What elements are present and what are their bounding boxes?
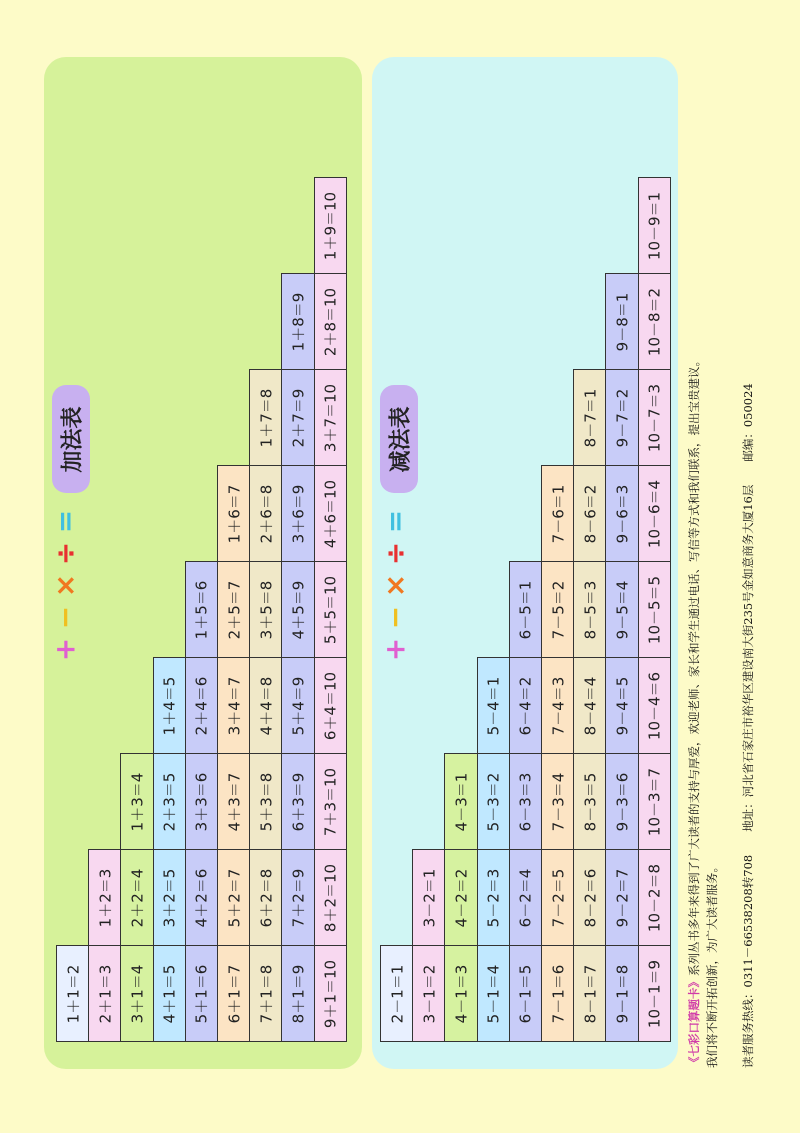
addition-cell: [281, 849, 314, 946]
footer-line-3: 读者服务热线：0311－66538208转708 地址：河北省石家庄市裕华区建设南大街235号金如意商务大厦16层 邮编：050024: [741, 383, 755, 1068]
addition-equation: 7＋1＝8: [257, 964, 276, 1023]
addition-cell: [314, 177, 347, 274]
subtraction-equation: 6－2＝4: [516, 868, 535, 927]
subtraction-cell: [541, 849, 574, 946]
divide-icon: ÷: [378, 541, 412, 566]
addition-equation: 6＋3＝9: [289, 772, 308, 831]
addition-equation: 3＋7＝10: [321, 383, 340, 452]
subtraction-equation: 9－5＝4: [613, 580, 632, 639]
addition-cell: [120, 753, 153, 850]
subtraction-equation: 5－3＝2: [484, 772, 503, 831]
addition-cell: [314, 657, 347, 754]
subtraction-cell: [605, 945, 638, 1042]
subtraction-cell: [412, 849, 445, 946]
subtraction-cell: [509, 561, 542, 658]
subtraction-equation: 8－6＝2: [581, 484, 600, 543]
subtraction-equation: 10－3＝7: [645, 767, 664, 836]
subtraction-cell: [638, 369, 671, 466]
addition-cell: [281, 273, 314, 370]
footer-line-2: 我们将不断开拓创新，为广大读者服务。: [705, 861, 719, 1068]
addition-equation: 7＋2＝9: [289, 868, 308, 927]
subtraction-equation: 4－3＝1: [452, 772, 471, 831]
subtraction-equation: 10－1＝9: [645, 959, 664, 1028]
addition-equation: 2＋1＝3: [96, 964, 115, 1023]
subtraction-equation: 9－2＝7: [613, 868, 632, 927]
operator-icons: [50, 505, 80, 665]
addition-equation: 1＋3＝4: [128, 772, 147, 831]
addition-cell: [314, 369, 347, 466]
addition-cell: [56, 945, 89, 1042]
subtraction-equation: 3－2＝1: [420, 868, 439, 927]
subtraction-cell: [412, 945, 445, 1042]
subtraction-equation: 10－2＝8: [645, 863, 664, 932]
subtraction-equation: 8－2＝6: [581, 868, 600, 927]
subtraction-cell: [605, 657, 638, 754]
subtraction-equation: 8－5＝3: [581, 580, 600, 639]
addition-equation: 1＋2＝3: [96, 868, 115, 927]
addition-cell: [153, 657, 186, 754]
addition-equation: 5＋1＝6: [192, 964, 211, 1023]
subtraction-cell: [541, 561, 574, 658]
subtraction-equation: 9－7＝2: [613, 388, 632, 447]
addition-equation: 4＋2＝6: [192, 868, 211, 927]
subtraction-cell: [573, 945, 606, 1042]
addition-equation: 2＋3＝5: [160, 772, 179, 831]
subtraction-cell: [605, 465, 638, 562]
subtraction-cell: [509, 657, 542, 754]
addition-equation: 9＋1＝10: [321, 959, 340, 1028]
subtraction-cell: [638, 945, 671, 1042]
subtraction-cell: [573, 465, 606, 562]
equals-icon: =: [48, 509, 82, 534]
subtraction-cell: [380, 945, 413, 1042]
subtraction-equation: 9－4＝5: [613, 676, 632, 735]
addition-equation: 1＋8＝9: [289, 292, 308, 351]
addition-cell: [88, 945, 121, 1042]
addition-equation: 5＋3＝8: [257, 772, 276, 831]
subtraction-cell: [477, 657, 510, 754]
addition-equation: 6＋2＝8: [257, 868, 276, 927]
addition-cell: [185, 945, 218, 1042]
subtraction-cell: [605, 849, 638, 946]
subtraction-equation: 10－9＝1: [645, 191, 664, 260]
addition-cell: [217, 945, 250, 1042]
subtraction-equation: 7－5＝2: [549, 580, 568, 639]
subtraction-cell: [638, 753, 671, 850]
addition-cell: [249, 465, 282, 562]
addition-equation: 3＋4＝7: [225, 676, 244, 735]
addition-cell: [281, 369, 314, 466]
addition-cell: [314, 753, 347, 850]
minus-icon: −: [378, 605, 412, 630]
subtraction-equation: 7－3＝4: [549, 772, 568, 831]
addition-cell: [120, 849, 153, 946]
addition-equation: 6＋1＝7: [225, 964, 244, 1023]
subtraction-cell: [638, 465, 671, 562]
addition-cell: [249, 657, 282, 754]
addition-equation: 1＋5＝6: [192, 580, 211, 639]
addition-cell: [120, 945, 153, 1042]
addition-equation: 2＋4＝6: [192, 676, 211, 735]
subtraction-equation: 5－4＝1: [484, 676, 503, 735]
addition-cell: [281, 945, 314, 1042]
subtraction-equation: 8－7＝1: [581, 388, 600, 447]
addition-equation: 3＋1＝4: [128, 964, 147, 1023]
subtraction-equation: 6－3＝3: [516, 772, 535, 831]
subtraction-cell: [605, 273, 638, 370]
addition-cell: [314, 849, 347, 946]
addition-equation: 2＋5＝7: [225, 580, 244, 639]
subtraction-equation: 9－6＝3: [613, 484, 632, 543]
equals-icon: =: [378, 509, 412, 534]
subtraction-equation: 10－6＝4: [645, 479, 664, 548]
addition-equation: 5＋2＝7: [225, 868, 244, 927]
subtraction-equation: 7－4＝3: [549, 676, 568, 735]
addition-equation: 1＋6＝7: [225, 484, 244, 543]
subtraction-equation: 8－1＝7: [581, 964, 600, 1023]
times-icon: ×: [378, 573, 412, 598]
addition-cell: [314, 273, 347, 370]
subtraction-equation: 10－8＝2: [645, 287, 664, 356]
subtraction-equation: 6－1＝5: [516, 964, 535, 1023]
subtraction-equation: 4－2＝2: [452, 868, 471, 927]
subtraction-cell: [573, 657, 606, 754]
addition-equation: 4＋3＝7: [225, 772, 244, 831]
addition-equation: 1＋4＝5: [160, 676, 179, 735]
addition-cell: [314, 465, 347, 562]
addition-equation: 2＋2＝4: [128, 868, 147, 927]
subtraction-equation: 9－1＝8: [613, 964, 632, 1023]
addition-equation: 7＋3＝10: [321, 767, 340, 836]
subtraction-equation: 5－2＝3: [484, 868, 503, 927]
subtraction-equation: 6－5＝1: [516, 580, 535, 639]
subtraction-cell: [477, 849, 510, 946]
addition-cell: [281, 657, 314, 754]
addition-title: 加法表: [52, 385, 90, 493]
subtraction-equation: 5－1＝4: [484, 964, 503, 1023]
subtraction-cell: [573, 753, 606, 850]
subtraction-cell: [638, 561, 671, 658]
plus-icon: +: [48, 637, 82, 662]
subtraction-cell: [509, 753, 542, 850]
subtraction-cell: [444, 753, 477, 850]
addition-cell: [185, 753, 218, 850]
addition-equation: 3＋5＝8: [257, 580, 276, 639]
addition-cell: [153, 753, 186, 850]
subtraction-cell: [541, 945, 574, 1042]
addition-equation: 1＋1＝2: [64, 964, 83, 1023]
addition-cell: [185, 561, 218, 658]
subtraction-equation: 10－7＝3: [645, 383, 664, 452]
addition-cell: [88, 849, 121, 946]
subtraction-cell: [605, 753, 638, 850]
addition-equation: 4＋1＝5: [160, 964, 179, 1023]
subtraction-cell: [605, 369, 638, 466]
addition-equation: 1＋9＝10: [321, 191, 340, 260]
subtraction-cell: [444, 849, 477, 946]
times-icon: ×: [48, 573, 82, 598]
subtraction-equation: 10－5＝5: [645, 575, 664, 644]
addition-cell: [281, 465, 314, 562]
addition-equation: 6＋4＝10: [321, 671, 340, 740]
addition-equation: 5＋5＝10: [321, 575, 340, 644]
subtraction-cell: [605, 561, 638, 658]
addition-equation: 3＋2＝5: [160, 868, 179, 927]
addition-equation: 2＋6＝8: [257, 484, 276, 543]
addition-cell: [281, 753, 314, 850]
addition-cell: [314, 561, 347, 658]
addition-cell: [153, 849, 186, 946]
operator-icons: [380, 505, 410, 665]
addition-cell: [185, 849, 218, 946]
footer-line-1: 《七彩口算题卡》系列丛书多年来得到了广大读者的支持与厚爱，欢迎老师、家长和学生通过电话、写信等方式和我们联系，提出宝贵建议。: [687, 355, 701, 1068]
subtraction-equation: 9－8＝1: [613, 292, 632, 351]
subtraction-equation: 6－4＝2: [516, 676, 535, 735]
addition-cell: [153, 945, 186, 1042]
subtraction-cell: [477, 945, 510, 1042]
subtraction-cell: [477, 753, 510, 850]
addition-equation: 8＋1＝9: [289, 964, 308, 1023]
addition-cell: [249, 753, 282, 850]
addition-cell: [217, 465, 250, 562]
addition-equation: 4＋5＝9: [289, 580, 308, 639]
subtraction-cell: [509, 849, 542, 946]
addition-cell: [185, 657, 218, 754]
addition-cell: [249, 945, 282, 1042]
addition-equation: 3＋3＝6: [192, 772, 211, 831]
subtraction-equation: 7－2＝5: [549, 868, 568, 927]
subtraction-cell: [573, 369, 606, 466]
addition-equation: 4＋6＝10: [321, 479, 340, 548]
subtraction-cell: [573, 849, 606, 946]
addition-cell: [217, 561, 250, 658]
addition-equation: 8＋2＝10: [321, 863, 340, 932]
subtraction-cell: [638, 657, 671, 754]
addition-equation: 5＋4＝9: [289, 676, 308, 735]
addition-cell: [249, 561, 282, 658]
addition-cell: [249, 849, 282, 946]
addition-equation: 4＋4＝8: [257, 676, 276, 735]
addition-equation: 3＋6＝9: [289, 484, 308, 543]
subtraction-title: 减法表: [380, 385, 418, 493]
addition-cell: [217, 657, 250, 754]
plus-icon: +: [378, 637, 412, 662]
addition-cell: [249, 369, 282, 466]
subtraction-equation: 4－1＝3: [452, 964, 471, 1023]
addition-equation: 2＋7＝9: [289, 388, 308, 447]
addition-equation: 1＋7＝8: [257, 388, 276, 447]
subtraction-equation: 9－3＝6: [613, 772, 632, 831]
subtraction-equation: 3－1＝2: [420, 964, 439, 1023]
subtraction-cell: [541, 465, 574, 562]
subtraction-cell: [509, 945, 542, 1042]
subtraction-cell: [638, 849, 671, 946]
addition-cell: [217, 849, 250, 946]
addition-cell: [217, 753, 250, 850]
minus-icon: −: [48, 605, 82, 630]
divide-icon: ÷: [48, 541, 82, 566]
subtraction-equation: 8－3＝5: [581, 772, 600, 831]
addition-cell: [281, 561, 314, 658]
subtraction-equation: 8－4＝4: [581, 676, 600, 735]
addition-equation: 2＋8＝10: [321, 287, 340, 356]
subtraction-equation: 7－6＝1: [549, 484, 568, 543]
subtraction-cell: [638, 177, 671, 274]
addition-cell: [314, 945, 347, 1042]
subtraction-cell: [638, 273, 671, 370]
subtraction-cell: [541, 657, 574, 754]
subtraction-equation: 2－1＝1: [388, 964, 407, 1023]
subtraction-equation: 7－1＝6: [549, 964, 568, 1023]
subtraction-cell: [444, 945, 477, 1042]
subtraction-cell: [541, 753, 574, 850]
subtraction-equation: 10－4＝6: [645, 671, 664, 740]
subtraction-cell: [573, 561, 606, 658]
